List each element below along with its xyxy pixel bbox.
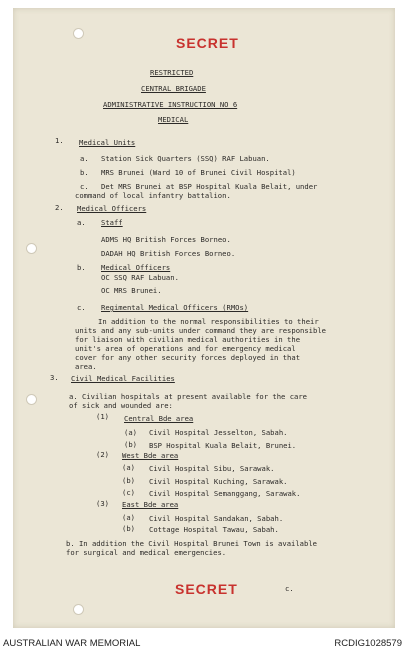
section-2-item-c-title: Regimental Medical Officers (RMOs) xyxy=(101,303,249,312)
section-3-title: Civil Medical Facilities xyxy=(71,374,175,383)
officer-line-1: OC SSQ RAF Labuan. xyxy=(101,273,179,282)
item-label: b. xyxy=(77,263,86,272)
hospital-entry: Civil Hospital Semanggang, Sarawak. xyxy=(149,489,301,498)
hospital-entry: Civil Hospital Sandakan, Sabah. xyxy=(149,514,284,523)
hospital-label: (a) xyxy=(124,428,137,437)
section-1-item-b: MRS Brunei (Ward 10 of Brunei Civil Hospital) xyxy=(101,168,296,177)
hospital-label: (a) xyxy=(122,463,135,472)
rmo-paragraph-line: area. xyxy=(75,362,97,371)
punch-hole xyxy=(26,243,37,254)
record-id: RCDIG1028579 xyxy=(334,638,402,649)
rmo-paragraph-line: for liaison with civilian medical authorities in the xyxy=(75,335,301,344)
area-number: (2) xyxy=(96,450,109,459)
section-1-item-c-line1: Det MRS Brunei at BSP Hospital Kuala Belait, under xyxy=(101,182,318,191)
item-label: a. xyxy=(77,218,86,227)
staff-line-1: ADMS HQ British Forces Borneo. xyxy=(101,235,231,244)
archive-footer xyxy=(0,628,405,654)
secret-stamp-bottom: SECRET xyxy=(175,581,238,597)
instruction-heading: ADMINISTRATIVE INSTRUCTION NO 6 xyxy=(103,100,238,109)
item-label: c. xyxy=(80,182,89,191)
section-1-title: Medical Units xyxy=(79,138,136,147)
rmo-paragraph-line: units and any sub-units under command they are responsible xyxy=(75,326,326,335)
officer-line-2: OC MRS Brunei. xyxy=(101,286,162,295)
item-label: a. xyxy=(80,154,89,163)
civil-paragraph-b-line: for surgical and medical emergencies. xyxy=(66,548,227,557)
rmo-paragraph-line: In addition to the normal responsibilities to their xyxy=(98,317,319,326)
punch-hole xyxy=(73,28,84,39)
section-3-number: 3. xyxy=(50,373,59,382)
section-2-title: Medical Officers xyxy=(77,204,147,213)
punch-hole xyxy=(26,394,37,405)
civil-paragraph-line: of sick and wounded are: xyxy=(69,401,173,410)
area-number: (3) xyxy=(96,499,109,508)
hospital-label: (b) xyxy=(122,476,135,485)
hospital-label: (b) xyxy=(122,524,135,533)
area-title-west: West Bde area xyxy=(122,451,179,460)
hospital-label: (a) xyxy=(122,513,135,522)
hospital-entry: Civil Hospital Sibu, Sarawak. xyxy=(149,464,275,473)
secret-stamp-top: SECRET xyxy=(176,35,239,51)
civil-paragraph-line: a. Civilian hospitals at present available for the care xyxy=(69,392,307,401)
staff-line-2: DADAH HQ British Forces Borneo. xyxy=(101,249,236,258)
section-1-item-a: Station Sick Quarters (SSQ) RAF Labuan. xyxy=(101,154,270,163)
area-number: (1) xyxy=(96,412,109,421)
hospital-entry: Civil Hospital Jesselton, Sabah. xyxy=(149,428,288,437)
civil-paragraph-b-line: b. In addition the Civil Hospital Brunei Town is available xyxy=(66,539,317,548)
classification-heading: RESTRICTED xyxy=(150,68,194,77)
rmo-paragraph-line: unit's area of operations and for emergency medical xyxy=(75,344,296,353)
section-2-item-a-title: Staff xyxy=(101,218,123,227)
rmo-paragraph-line: cover for any other security forces deployed in that xyxy=(75,353,301,362)
item-label: c. xyxy=(77,303,86,312)
page-continuation-mark: c. xyxy=(285,584,294,593)
subject-heading: MEDICAL xyxy=(158,115,189,124)
section-1-number: 1. xyxy=(55,136,64,145)
hospital-entry: BSP Hospital Kuala Belait, Brunei. xyxy=(149,441,297,450)
punch-hole xyxy=(73,604,84,615)
hospital-label: (c) xyxy=(122,488,135,497)
section-2-item-b-title: Medical Officers xyxy=(101,263,171,272)
area-title-central: Central Bde area xyxy=(124,414,194,423)
area-title-east: East Bde area xyxy=(122,500,179,509)
brigade-heading: CENTRAL BRIGADE xyxy=(141,84,206,93)
section-2-number: 2. xyxy=(55,203,64,212)
hospital-entry: Cottage Hospital Tawau, Sabah. xyxy=(149,525,279,534)
item-label: b. xyxy=(80,168,89,177)
section-1-item-c-line2: command of local infantry battalion. xyxy=(75,191,231,200)
archive-name: AUSTRALIAN WAR MEMORIAL xyxy=(3,638,141,649)
hospital-entry: Civil Hospital Kuching, Sarawak. xyxy=(149,477,288,486)
hospital-label: (b) xyxy=(124,440,137,449)
